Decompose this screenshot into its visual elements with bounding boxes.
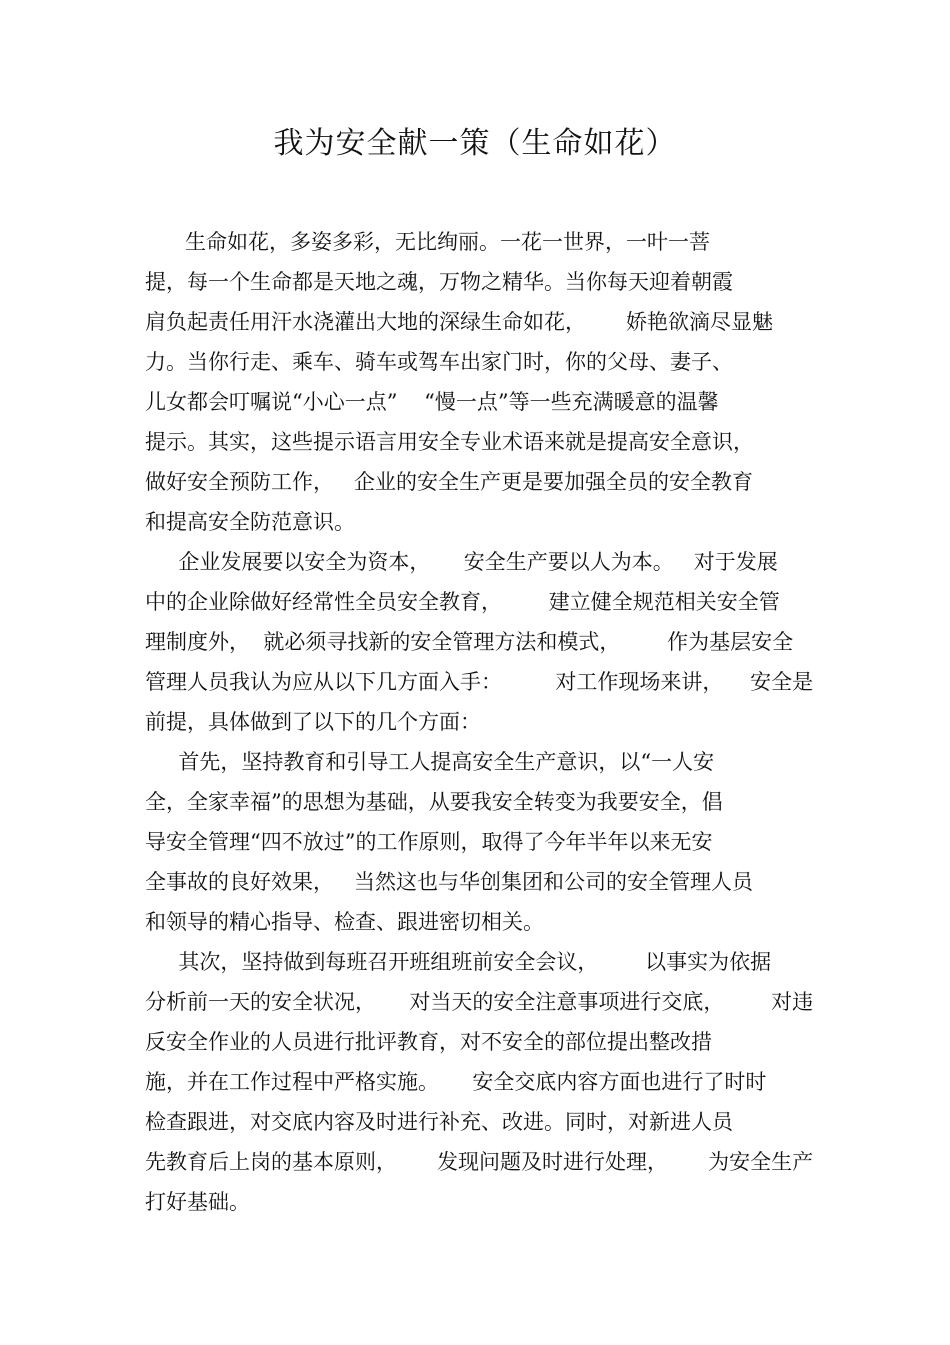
paragraph-4-line-5: 检查跟进，对交底内容及时进行补充、改进。同时，对新进人员	[145, 1110, 733, 1134]
paragraph-1-line-7: 做好安全预防工作， 企业的安全生产更是要加强全员的安全教育	[145, 470, 754, 494]
paragraph-3-line-2: 全，全家幸福”的思想为基础，从要我安全转变为我要安全，倡	[145, 790, 723, 814]
paragraph-2-line-5: 前提，具体做到了以下的几个方面：	[145, 710, 481, 734]
paragraph-3-line-5: 和领导的精心指导、检查、跟进密切相关。	[145, 910, 544, 934]
paragraph-2-line-4: 管理人员我认为应从以下几方面入手： 对工作现场来讲， 安全是	[145, 670, 814, 694]
paragraph-1-line-2: 提，每一个生命都是天地之魂，万物之精华。当你每天迎着朝霞	[145, 270, 733, 294]
paragraph-1-line-8: 和提高安全防范意识。	[145, 510, 355, 534]
paragraph-4-line-1: 其次，坚持做到每班召开班组班前安全会议， 以事实为依据	[145, 950, 772, 974]
paragraph-3-line-3: 导安全管理“四不放过”的工作原则，取得了今年半年以来无安	[145, 830, 713, 854]
paragraph-3-line-4: 全事故的良好效果， 当然这也与华创集团和公司的安全管理人员	[145, 870, 754, 894]
paragraph-1-line-5: 儿女都会叮嘱说“小心一点” “慢一点”等一些充满暖意的温馨	[145, 390, 719, 414]
paragraph-2-line-3: 理制度外， 就必须寻找新的安全管理方法和模式， 作为基层安全	[145, 630, 794, 654]
paragraph-2-line-1: 企业发展要以安全为资本， 安全生产要以人为本。 对于发展	[145, 550, 778, 574]
paragraph-1-line-6: 提示。其实，这些提示语言用安全专业术语来就是提高安全意识，	[145, 430, 754, 454]
paragraph-4-line-3: 反安全作业的人员进行批评教育，对不安全的部位提出整改措	[145, 1030, 712, 1054]
paragraph-4-line-6: 先教育后上岗的基本原则， 发现问题及时进行处理， 为安全生产	[145, 1150, 814, 1174]
paragraph-4-line-4: 施，并在工作过程中严格实施。 安全交底内容方面也进行了时时	[145, 1070, 767, 1094]
document-title: 我为安全献一策（生命如花）	[273, 126, 677, 161]
paragraph-3-line-1: 首先，坚持教育和引导工人提高安全生产意识，以“一人安	[145, 750, 715, 774]
paragraph-4-line-2: 分析前一天的安全状况， 对当天的安全注意事项进行交底， 对违	[145, 990, 814, 1014]
paragraph-1-line-3: 肩负起责任用汗水浇灌出大地的深绿生命如花， 娇艳欲滴尽显魅	[145, 310, 774, 334]
paragraph-4-line-7: 打好基础。	[145, 1190, 250, 1214]
paragraph-1-line-1: 生命如花，多姿多彩，无比绚丽。一花一世界，一叶一菩	[145, 230, 711, 254]
paragraph-2-line-2: 中的企业除做好经常性全员安全教育， 建立健全规范相关安全管	[145, 590, 780, 614]
paragraph-1-line-4: 力。当你行走、乘车、骑车或驾车出家门时，你的父母、妻子、	[145, 350, 733, 374]
